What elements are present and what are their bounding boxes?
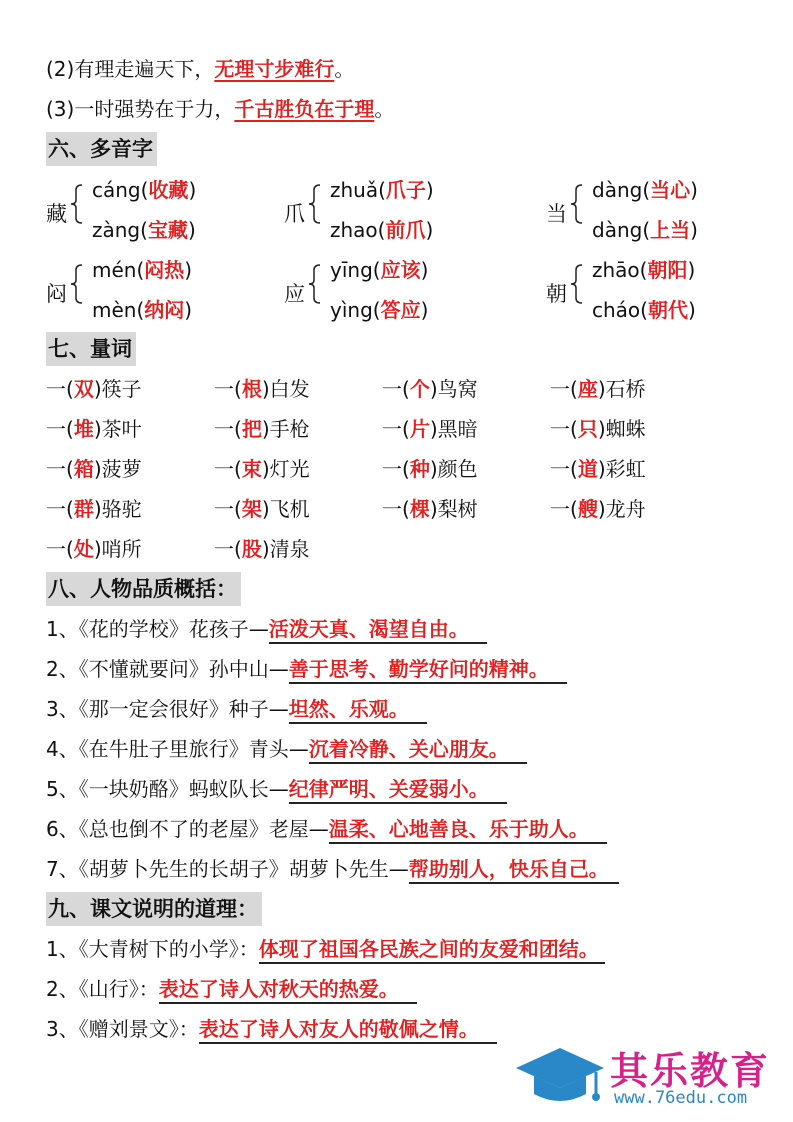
noun: 茶叶 xyxy=(101,417,142,441)
answer-text: 温柔、心地善良、乐于助人。 xyxy=(329,816,607,844)
answer-text: 千古胜负在于理 xyxy=(234,97,375,121)
pinyin: zàng xyxy=(92,218,141,242)
example-word: 闷热 xyxy=(144,258,185,282)
trait-item xyxy=(46,854,619,884)
pinyin: zhuǎ xyxy=(330,178,379,202)
measure-word-item: 一(股)清泉 xyxy=(214,537,310,561)
measure-word: 只 xyxy=(577,417,598,441)
noun: 龙舟 xyxy=(605,497,646,521)
measure-word-item: 一(艘)龙舟 xyxy=(550,497,646,521)
polyphonic-char: 应 xyxy=(284,282,305,306)
measure-word-item: 一(双)筷子 xyxy=(46,377,142,401)
measure-word-item: 一(座)石桥 xyxy=(550,377,646,401)
section-heading-measure-words: 七、量词 xyxy=(46,332,136,366)
section-heading-polyphonic: 六、多音字 xyxy=(46,132,157,166)
measure-word-item: 一(根)白发 xyxy=(214,377,310,401)
proverb-line-2 xyxy=(46,54,354,84)
brand-name: 其乐教育 xyxy=(610,1049,771,1093)
prompt-text: 2、《不懂就要问》孙中山— xyxy=(46,657,289,681)
measure-word-item: 一(架)飞机 xyxy=(214,497,310,521)
noun: 石桥 xyxy=(605,377,646,401)
example-word: 宝藏 xyxy=(147,218,188,242)
reading-row: zhao(前爪) xyxy=(330,218,434,242)
noun: 梨树 xyxy=(437,497,478,521)
section-heading-character-traits: 八、人物品质概括： xyxy=(46,572,241,606)
trait-item xyxy=(46,774,507,804)
answer-text: 纪律严明、关爱弱小。 xyxy=(289,776,507,804)
measure-word: 种 xyxy=(409,457,430,481)
measure-word: 棵 xyxy=(409,497,430,521)
brace-icon xyxy=(70,184,84,224)
noun: 灯光 xyxy=(269,457,310,481)
noun: 蜘蛛 xyxy=(605,417,646,441)
reading-row: zhuǎ(爪子) xyxy=(330,178,434,202)
pinyin: zhāo xyxy=(592,258,640,282)
prompt-text: 1、《花的学校》花孩子— xyxy=(46,617,269,641)
noun: 清泉 xyxy=(269,537,310,561)
prompt-text: 2、《山行》： xyxy=(46,977,159,1001)
answer-text: 沉着冷静、关心朋友。 xyxy=(309,736,527,764)
pinyin: zhao xyxy=(330,218,378,242)
noun: 飞机 xyxy=(269,497,310,521)
brand-url: www.76edu.com xyxy=(614,1088,748,1108)
brand-logo xyxy=(514,1040,784,1116)
measure-word: 把 xyxy=(241,417,262,441)
item-number: (2) xyxy=(46,57,75,81)
example-word: 应该 xyxy=(380,258,421,282)
trait-item xyxy=(46,734,527,764)
measure-word-item: 一(片)黑暗 xyxy=(382,417,478,441)
reading-row: yīng(应该) xyxy=(330,258,429,282)
measure-word-item: 一(种)颜色 xyxy=(382,457,478,481)
pinyin: cáng xyxy=(92,178,141,202)
reading-row: dàng(当心) xyxy=(592,178,698,202)
noun: 手枪 xyxy=(269,417,310,441)
brace-icon xyxy=(570,184,584,224)
trait-item xyxy=(46,614,487,644)
reading-row: zàng(宝藏) xyxy=(92,218,196,242)
brace-icon xyxy=(70,264,84,304)
reading-row: mèn(纳闷) xyxy=(92,298,193,322)
example-word: 纳闷 xyxy=(144,298,185,322)
answer-text: 表达了诗人对秋天的热爱。 xyxy=(159,976,417,1004)
measure-word-item: 一(只)蜘蛛 xyxy=(550,417,646,441)
example-word: 前爪 xyxy=(385,218,426,242)
measure-word: 束 xyxy=(241,457,262,481)
reading-row: mén(闷热) xyxy=(92,258,193,282)
prompt-text: 4、《在牛肚子里旅行》青头— xyxy=(46,737,309,761)
noun: 黑暗 xyxy=(437,417,478,441)
item-number: (3) xyxy=(46,97,75,121)
measure-word: 堆 xyxy=(73,417,94,441)
answer-text: 体现了祖国各民族之间的友爱和团结。 xyxy=(259,936,605,964)
measure-word: 架 xyxy=(241,497,262,521)
measure-word-item: 一(箱)菠萝 xyxy=(46,457,142,481)
measure-word-item: 一(个)鸟窝 xyxy=(382,377,478,401)
polyphonic-char: 藏 xyxy=(46,202,67,226)
lesson-item xyxy=(46,934,605,964)
measure-word: 座 xyxy=(577,377,598,401)
measure-word: 箱 xyxy=(73,457,94,481)
reading-row: zhāo(朝阳) xyxy=(592,258,696,282)
brace-icon xyxy=(308,264,322,304)
example-word: 爪子 xyxy=(385,178,426,202)
measure-word: 道 xyxy=(577,457,598,481)
reading-row: dàng(上当) xyxy=(592,218,698,242)
example-word: 上当 xyxy=(650,218,691,242)
prompt-text: 3、《那一定会很好》种子— xyxy=(46,697,289,721)
example-word: 朝阳 xyxy=(647,258,688,282)
measure-word: 处 xyxy=(73,537,94,561)
measure-word-item: 一(道)彩虹 xyxy=(550,457,646,481)
pinyin: cháo xyxy=(592,298,641,322)
noun: 筷子 xyxy=(101,377,142,401)
measure-word-item: 一(堆)茶叶 xyxy=(46,417,142,441)
polyphonic-char: 当 xyxy=(546,202,567,226)
answer-text: 善于思考、勤学好问的精神。 xyxy=(289,656,567,684)
measure-word-item: 一(处)哨所 xyxy=(46,537,142,561)
graduation-cap-icon xyxy=(514,1042,606,1112)
measure-word: 根 xyxy=(241,377,262,401)
noun: 彩虹 xyxy=(605,457,646,481)
noun: 鸟窝 xyxy=(437,377,478,401)
polyphonic-char: 闷 xyxy=(46,282,67,306)
answer-text: 活泼天真、渴望自由。 xyxy=(269,616,487,644)
example-word: 答应 xyxy=(380,298,421,322)
brace-icon xyxy=(308,184,322,224)
polyphonic-char: 爪 xyxy=(284,202,305,226)
prompt-text: 7、《胡萝卜先生的长胡子》胡萝卜先生— xyxy=(46,857,409,881)
pinyin: mèn xyxy=(92,298,137,322)
section-heading-lessons: 九、课文说明的道理： xyxy=(46,892,262,926)
noun: 白发 xyxy=(269,377,310,401)
prompt-text: 有理走遍天下， xyxy=(74,57,215,81)
lesson-item xyxy=(46,1014,497,1044)
measure-word-item: 一(群)骆驼 xyxy=(46,497,142,521)
pinyin: yìng xyxy=(330,298,373,322)
trait-item xyxy=(46,814,607,844)
measure-word-item: 一(把)手枪 xyxy=(214,417,310,441)
polyphonic-char: 朝 xyxy=(546,282,567,306)
brace-icon xyxy=(570,264,584,304)
noun: 颜色 xyxy=(437,457,478,481)
lesson-item xyxy=(46,974,417,1004)
noun: 骆驼 xyxy=(101,497,142,521)
measure-word: 艘 xyxy=(577,497,598,521)
measure-word: 片 xyxy=(409,417,430,441)
reading-row: cháo(朝代) xyxy=(592,298,696,322)
punctuation: 。 xyxy=(334,57,355,81)
prompt-text: 5、《一块奶酪》蚂蚁队长— xyxy=(46,777,289,801)
punctuation: 。 xyxy=(374,97,395,121)
trait-item xyxy=(46,654,567,684)
prompt-text: 1、《大青树下的小学》： xyxy=(46,937,259,961)
measure-word: 群 xyxy=(73,497,94,521)
measure-word-item: 一(棵)梨树 xyxy=(382,497,478,521)
measure-word: 股 xyxy=(241,537,262,561)
reading-row: cáng(收藏) xyxy=(92,178,197,202)
noun: 菠萝 xyxy=(101,457,142,481)
answer-text: 无理寸步难行 xyxy=(214,57,335,81)
proverb-line-3 xyxy=(46,94,394,124)
trait-item xyxy=(46,694,427,724)
reading-row: yìng(答应) xyxy=(330,298,429,322)
example-word: 当心 xyxy=(650,178,691,202)
prompt-text: 一时强势在于力， xyxy=(74,97,235,121)
pinyin: yīng xyxy=(330,258,373,282)
pinyin: dàng xyxy=(592,218,643,242)
answer-text: 帮助别人，快乐自己。 xyxy=(409,856,619,884)
answer-text: 表达了诗人对友人的敬佩之情。 xyxy=(199,1016,497,1044)
example-word: 朝代 xyxy=(647,298,688,322)
pinyin: mén xyxy=(92,258,137,282)
example-word: 收藏 xyxy=(148,178,189,202)
prompt-text: 3、《赠刘景文》： xyxy=(46,1017,199,1041)
measure-word: 双 xyxy=(73,377,94,401)
answer-text: 坦然、乐观。 xyxy=(289,696,427,724)
measure-word: 个 xyxy=(409,377,430,401)
noun: 哨所 xyxy=(101,537,142,561)
prompt-text: 6、《总也倒不了的老屋》老屋— xyxy=(46,817,329,841)
measure-word-item: 一(束)灯光 xyxy=(214,457,310,481)
pinyin: dàng xyxy=(592,178,643,202)
